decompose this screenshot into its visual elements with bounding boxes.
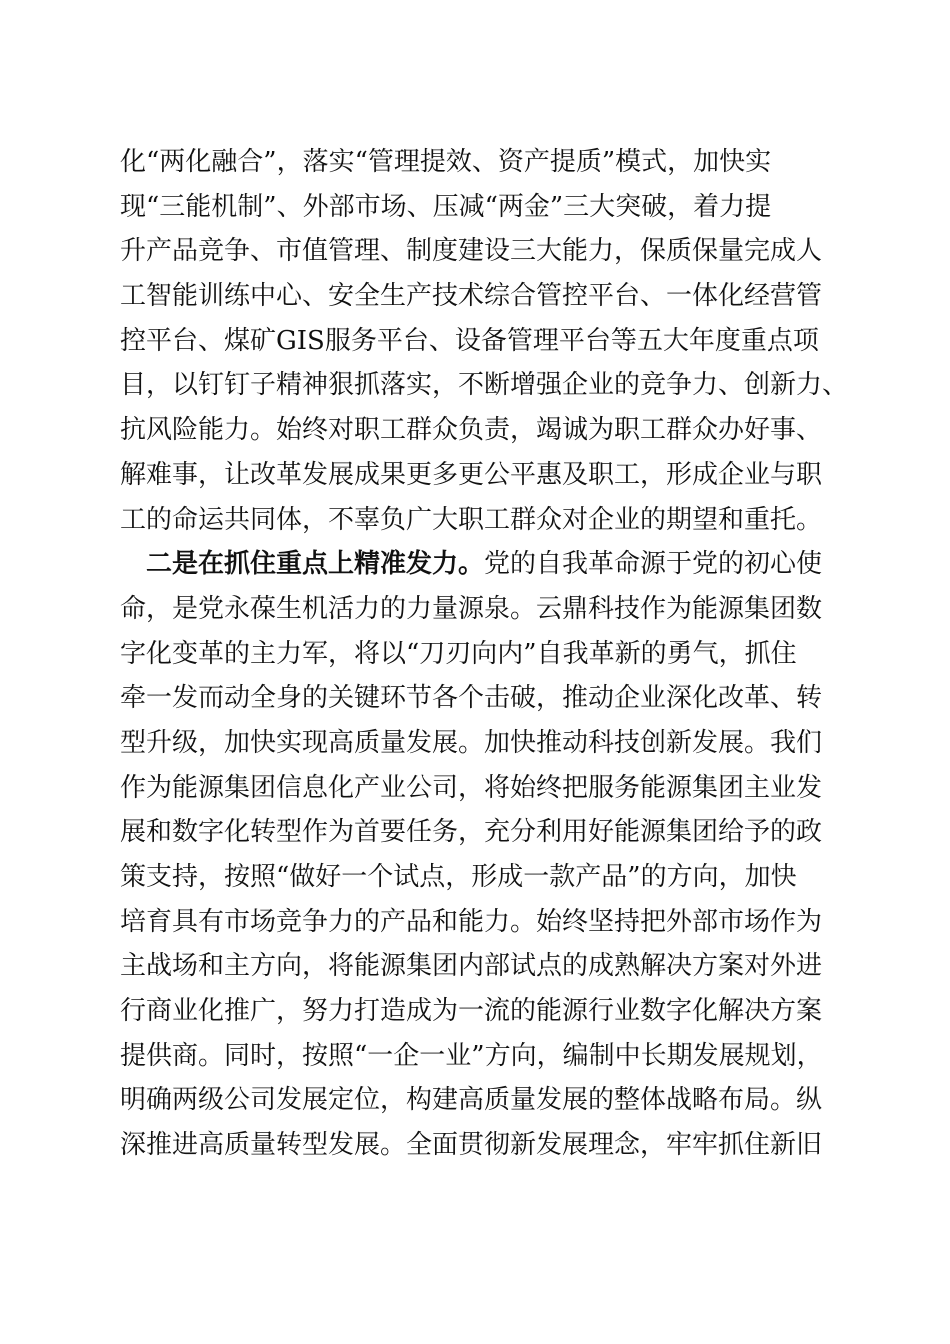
text-line: 解难事，让改革发展成果更多更公平惠及职工，形成企业与职 <box>120 459 823 490</box>
text-line: 提供商。同时，按照“一企一业”方向，编制中长期发展规划， <box>120 1040 823 1071</box>
text-line: 深推进高质量转型发展。全面贯彻新发展理念，牢牢抓住新旧 <box>120 1130 823 1161</box>
text-line: 抗风险能力。始终对职工群众负责，竭诚为职工群众办好事、 <box>120 415 823 446</box>
text-line: 控平台、煤矿GIS服务平台、设备管理平台等五大年度重点项 <box>120 325 819 356</box>
text-line: 策支持，按照“做好一个试点，形成一款产品”的方向，加快 <box>120 862 797 892</box>
text-line: 作为能源集团信息化产业公司，将始终把服务能源集团主业发 <box>120 772 823 803</box>
paragraph-first-line <box>120 542 840 587</box>
text-line: 现“三能机制”、外部市场、压减“两金”三大突破，着力提 <box>120 191 772 222</box>
text-line: 工智能训练中心、安全生产技术综合管控平台、一体化经营管 <box>120 281 823 312</box>
text-line: 升产品竞争、市值管理、制度建设三大能力，保质保量完成人 <box>120 236 823 267</box>
text-line: 工的命运共同体，不辜负广大职工群众对企业的期望和重托。 <box>120 504 823 535</box>
text-line: 目，以钉钉子精神狠抓落实，不断增强企业的竞争力、创新力、 <box>120 370 849 401</box>
text-line: 字化变革的主力军，将以“刀刃向内”自我革新的勇气，抓住 <box>120 638 797 669</box>
text-line: 培育具有市场竞争力的产品和能力。始终坚持把外部市场作为 <box>120 906 823 937</box>
text-line: 命，是党永葆生机活力的力量源泉。云鼎科技作为能源集团数 <box>120 593 823 624</box>
text-line: 行商业化推广，努力打造成为一流的能源行业数字化解决方案 <box>120 996 823 1027</box>
paragraph-first-line-text: 党的自我革命源于党的初心使 <box>484 549 823 580</box>
text-line: 牵一发而动全身的关键环节各个击破，推动企业深化改革、转 <box>120 683 823 714</box>
text-line: 明确两级公司发展定位，构建高质量发展的整体战略布局。纵 <box>120 1085 823 1116</box>
text-line: 型升级，加快实现高质量发展。加快推动科技创新发展。我们 <box>120 727 823 758</box>
text-line: 展和数字化转型作为首要任务，充分利用好能源集团给予的政 <box>120 817 823 848</box>
text-line: 化“两化融合”，落实“管理提效、资产提质”模式，加快实 <box>120 147 772 177</box>
text-line: 主战场和主方向，将能源集团内部试点的成熟解决方案对外进 <box>120 951 823 982</box>
body-text <box>120 140 849 1168</box>
paragraph-lead-heading: 二是在抓住重点上精准发力。 <box>146 549 485 580</box>
